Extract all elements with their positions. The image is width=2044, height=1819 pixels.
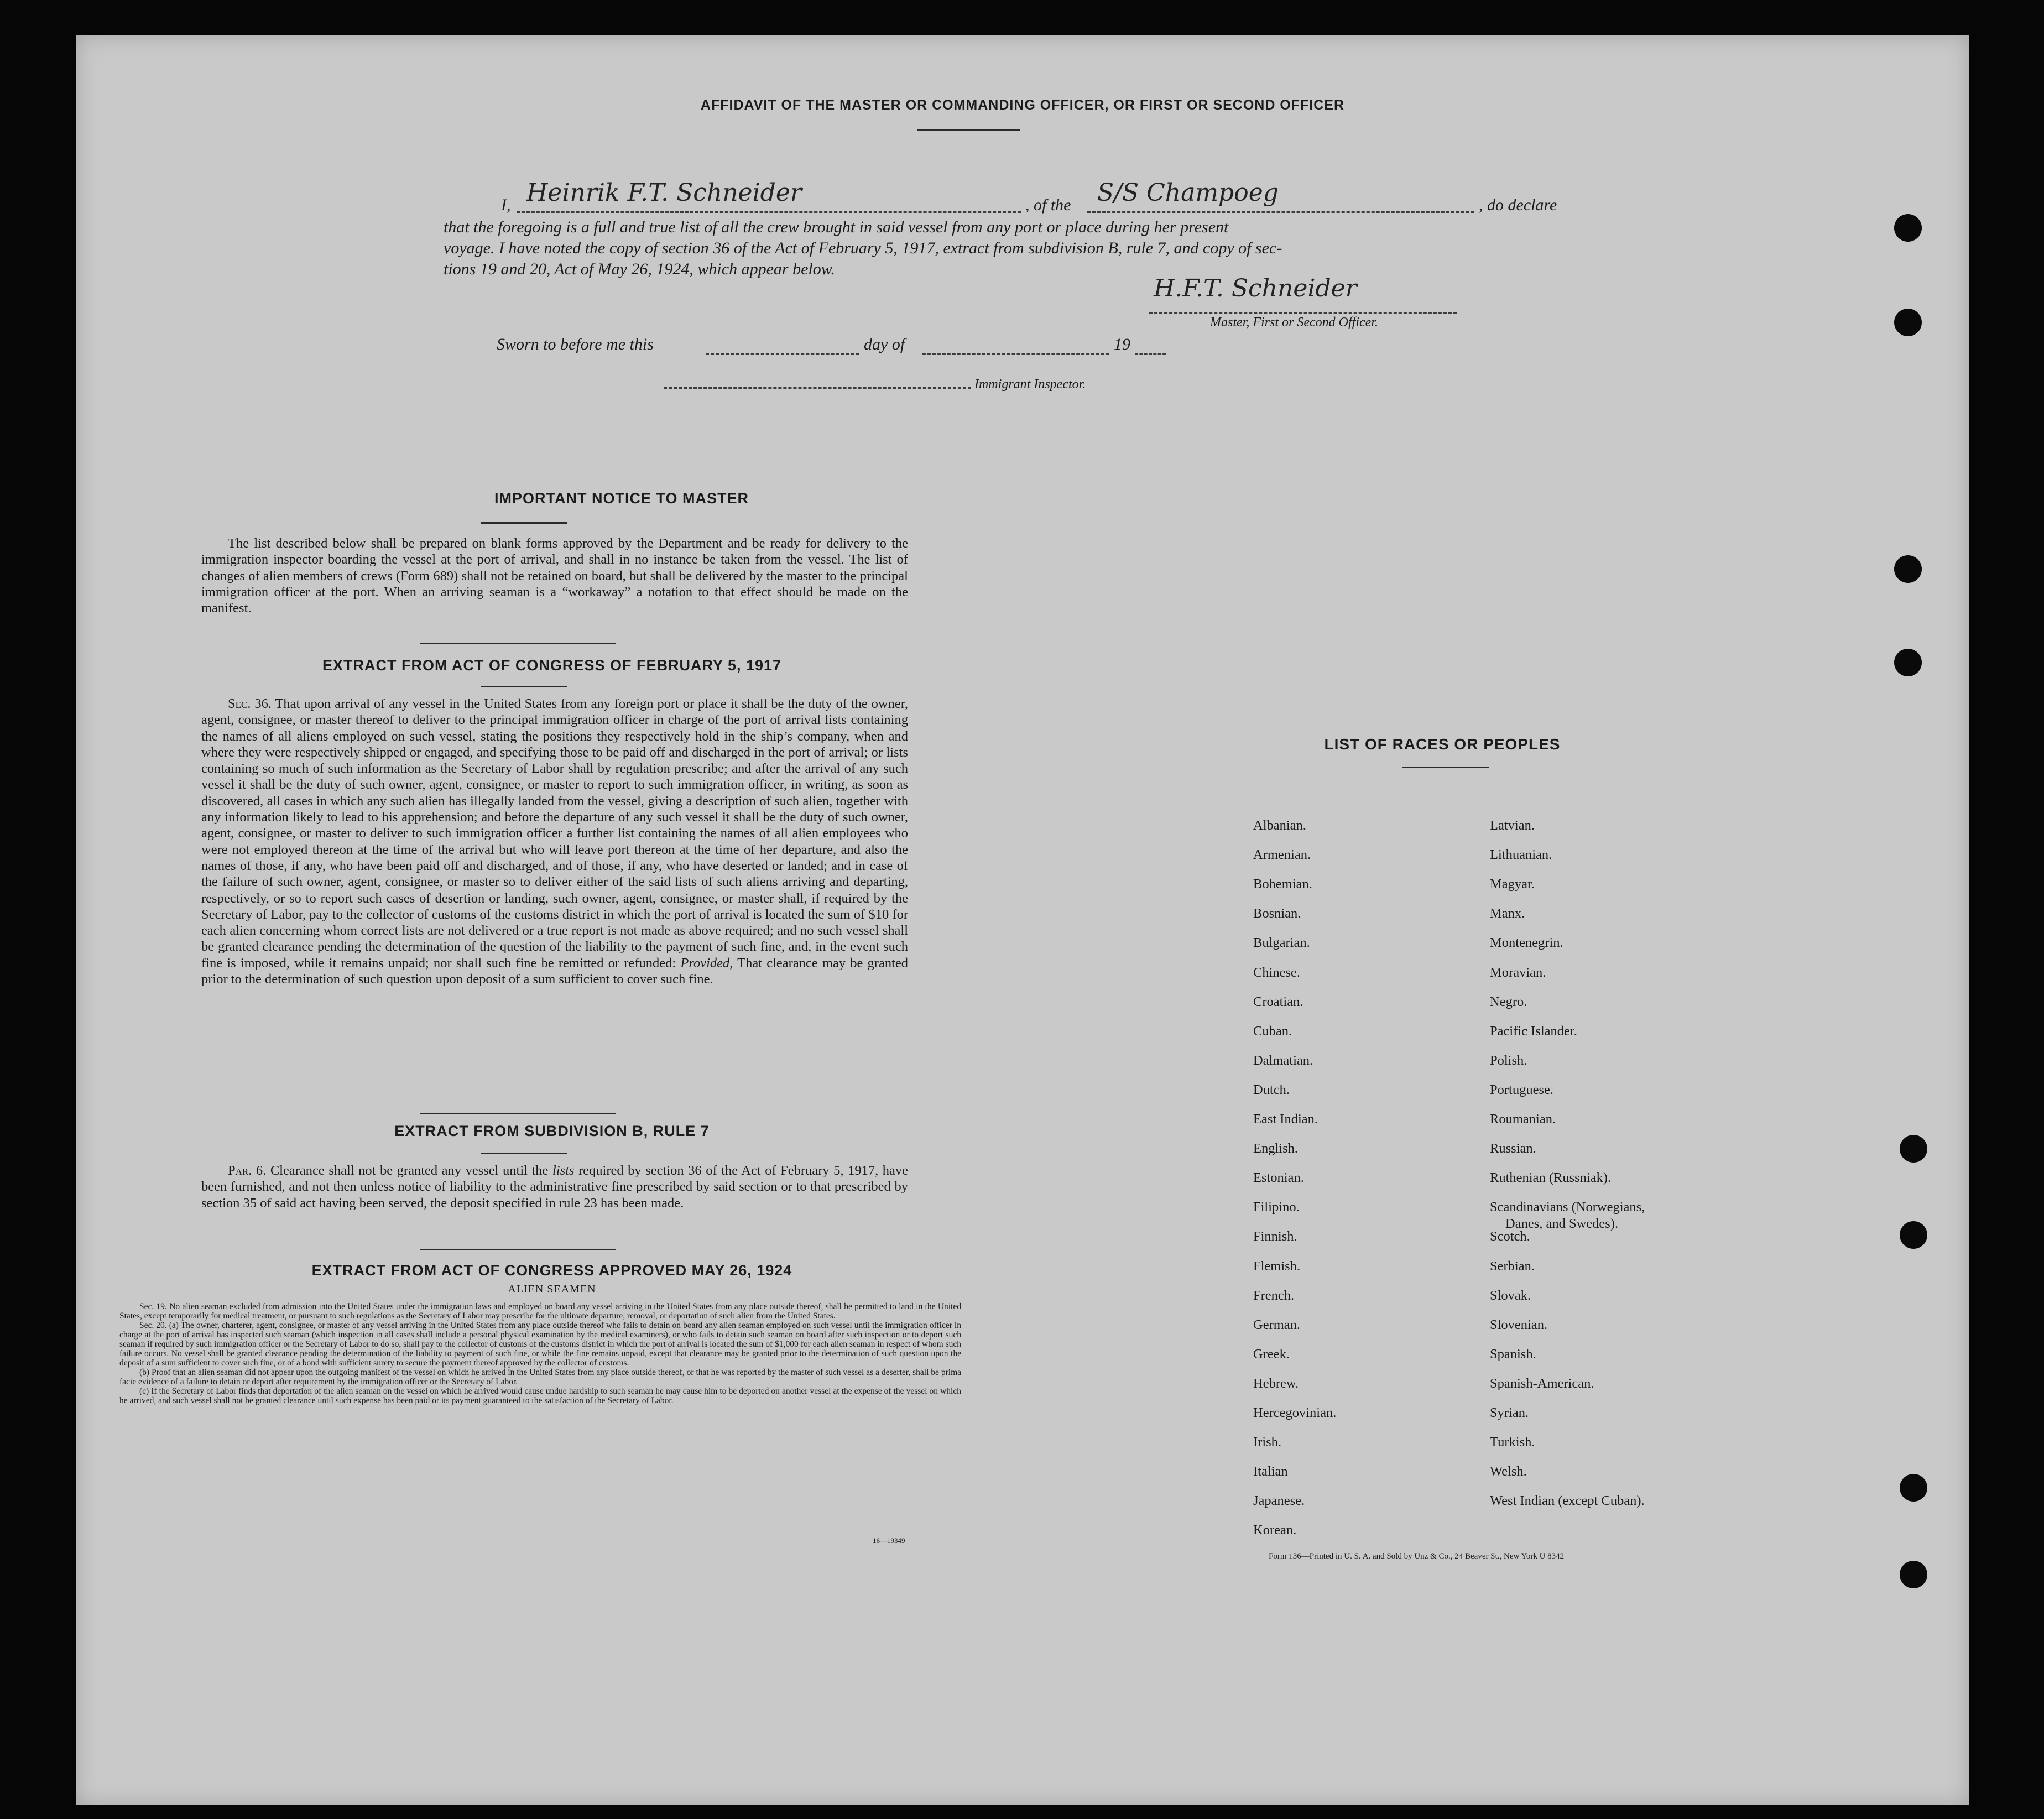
race-item: German. <box>1253 1317 1301 1332</box>
race-item: Cuban. <box>1253 1023 1292 1039</box>
declaration-line-4: tions 19 and 20, Act of May 26, 1924, which appear below. <box>444 260 836 278</box>
divider <box>420 643 616 644</box>
divider <box>420 1249 616 1250</box>
punch-hole <box>1894 214 1922 242</box>
race-item: Slovak. <box>1490 1288 1531 1303</box>
signature-caption: Master, First or Second Officer. <box>1210 315 1378 330</box>
race-item: Finnish. <box>1253 1229 1297 1244</box>
declaration-word-i: I, <box>501 196 511 214</box>
race-item: Italian <box>1253 1464 1288 1479</box>
rule-7-title: EXTRACT FROM SUBDIVISION B, RULE 7 <box>394 1123 710 1139</box>
section-36-text: That upon arrival of any vessel in the United States from any foreign port or place it shall be the duty of the owner, agent, consignee, or master thereof to deliver to the principal immigration officer in charge of the port of arrival lists containing the names of all aliens employed on such vessel, stating the positions they respectively hold in the ship’s company, when and where they were respectively shipped or engaged, and specifying those to be paid off and discharged in the port of arrival; or lists containing so much of such information as the Secretary of Labor shall by regulation prescribe; and after the arrival of any such vessel it shall be the duty of such owner, agent, consignee, or master to report to such immigration officer, in writing, as soon as discovered, all cases in which any such alien has illegally landed from the vessel, giving a description of such alien, together with any information likely to lead to his apprehension; and before the departure of any such vessel it shall be the duty of such owner, agent, consignee, or master to deliver to such immigration officer a further list containing the names of all alien employees who were not employed thereon at the time of the arrival but who will leave port thereon at the time of her departure, and also the names of those, if any, who have been paid off and discharged, and of those, if any, who have deserted or landed; and in case of the failure of such owner, agent, consignee, or master so to deliver either of the said lists of such aliens arriving and departing, respectively, or so to report such cases of desertion or landing, such owner, agent, consignee, or master shall, if required by the Secretary of Labor, pay to the collector of customs of the customs district in which the port of arrival is located the sum of $10 for each alien concerning whom correct lists are not delivered or a true report is not made as above required; and no such vessel shall be granted clearance pending the determination of the question of the liability to the payment of such fine, and, in the event such fine is imposed, while it remains unpaid; nor shall such fine be remitted or refunded: <box>201 696 909 971</box>
document-page <box>76 35 1969 1805</box>
punch-hole <box>1894 309 1922 336</box>
vessel-name-handwriting: S/S Champoeg <box>1097 179 1279 207</box>
race-item: Polish. <box>1490 1052 1527 1068</box>
race-item: Latvian. <box>1490 818 1535 833</box>
race-item: Dalmatian. <box>1253 1052 1313 1068</box>
sworn-month-blank <box>922 353 1109 355</box>
race-item: East Indian. <box>1253 1112 1318 1127</box>
race-item: Slovenian. <box>1490 1317 1548 1332</box>
affidavit-title: AFFIDAVIT OF THE MASTER OR COMMANDING OFFICER, OR FIRST OR SECOND OFFICER <box>700 97 1345 113</box>
inspector-caption: Immigrant Inspector. <box>974 377 1086 392</box>
extract-1924-body <box>119 1302 961 1405</box>
punch-hole <box>1900 1561 1927 1588</box>
race-item: Albanian. <box>1253 818 1306 833</box>
section-19-paragraph: Sec. 19. No alien seaman excluded from admission into the United States under the immigration laws and employed on board any vessel arriving in the United States from any place outside thereof, shall be permitted to land in the United States, except temporarily for medical treatment, or pursuant to such regulations as the Secretary of Labor may prescribe for the ultimate departure, removal, or deportation of such alien from the United States. <box>119 1302 961 1321</box>
sworn-day-blank <box>706 353 859 355</box>
race-item: West Indian (except Cuban). <box>1490 1493 1645 1509</box>
race-item: Lithuanian. <box>1490 847 1552 863</box>
par-6-text-end: required by section 36 of the Act of February 5, 1917, have been furnished, and not then unless notice of liability to the administrative fine prescribed by said section or to that prescribed by section 35 of said act having been served, the deposit specified in rule 23 has been made. <box>201 1163 909 1211</box>
section-36-text-end: That clearance may be granted prior to the determination of such question upon deposit of a sum sufficient to cover such fine. <box>201 955 909 987</box>
race-item: Flemish. <box>1253 1258 1301 1274</box>
master-name-handwriting: Heinrik F.T. Schneider <box>526 179 802 207</box>
race-item: Welsh. <box>1490 1464 1527 1479</box>
race-item: Serbian. <box>1490 1258 1535 1274</box>
vessel-blank-line <box>1087 211 1474 213</box>
section-20b-paragraph: (b) Proof that an alien seaman did not appear upon the outgoing manifest of the vessel on which he arrived in the United States from any place outside thereof, or that he was reported by the master of such vessel as a deserter, shall be prima facie evidence of a failure to detain or deport after requirement by the immigration officer or the Secretary of Labor. <box>119 1368 961 1387</box>
section-20a-paragraph: Sec. 20. (a) The owner, charterer, agent, consignee, or master of any vessel arriving in the United States from any place outside thereof who fails to detain on board any alien seaman employed on such vessel until the immigration officer in charge at the port of arrival has inspected such seaman (which inspection in all cases shall include a personal physical examination by the medical examiners), or who fails to detain such seaman on board after such inspection or to deport such seaman if required by such immigration officer or the Secretary of Labor to do so, shall pay to the collector of customs of the customs district in which the port of arrival is located the sum of $1,000 for each alien seaman in respect of whom such failure occurs. No vessel shall be granted clearance pending the determination of the liability to payment of such fine, or while the fine remains unpaid, except that clearance may be granted prior to the determination of such question upon the deposit of a sum sufficient to cover such fine, or of a bond with sufficient surety to secure the payment thereof approved by the collector of customs. <box>119 1321 961 1368</box>
punch-hole <box>1894 555 1922 583</box>
sworn-year-blank <box>1135 353 1166 355</box>
notice-body <box>201 535 908 616</box>
do-declare-label: , do declare <box>1479 196 1557 214</box>
race-item: Moravian. <box>1490 965 1546 980</box>
signature-line <box>1149 312 1457 314</box>
par-6-text: Clearance shall not be granted any vessel until the <box>270 1163 549 1178</box>
race-item: Pacific Islander. <box>1490 1023 1577 1039</box>
rule-7-body <box>201 1163 908 1211</box>
extract-1917-title: EXTRACT FROM ACT OF CONGRESS OF FEBRUARY 5, 1917 <box>322 657 782 674</box>
master-signature: H.F.T. Schneider <box>1154 274 1357 303</box>
race-item: Dutch. <box>1253 1082 1290 1097</box>
race-item: Montenegrin. <box>1490 935 1563 951</box>
race-item: Greek. <box>1253 1346 1290 1362</box>
provided-word: Provided, <box>680 955 733 971</box>
of-the-label: , of the <box>1025 196 1071 214</box>
declaration-line-2: that the foregoing is a full and true list of all the crew brought in said vessel from any port or place during her present <box>444 218 1229 236</box>
print-code: 16—19349 <box>873 1536 905 1545</box>
race-item: Croatian. <box>1253 994 1303 1009</box>
lists-word: lists <box>552 1163 575 1178</box>
punch-hole <box>1894 649 1922 676</box>
notice-paragraph: The list described below shall be prepared on blank forms approved by the Department and be ready for delivery to the immigration inspector boarding the vessel at the port of arrival, and shall in no instance be taken from the vessel. The list of changes of alien members of crews (Form 689) shall not be retained on board, but shall be delivered by the master to the principal immigration officer at the port. When an arriving seaman is a “workaway” a notation to that effect should be made on the manifest. <box>201 536 908 616</box>
race-item: English. <box>1253 1141 1298 1156</box>
divider <box>420 1113 616 1114</box>
year-prefix: 19 <box>1114 335 1130 353</box>
race-item: Spanish-American. <box>1490 1375 1594 1391</box>
notice-title: IMPORTANT NOTICE TO MASTER <box>494 490 749 507</box>
race-item: Syrian. <box>1490 1405 1529 1420</box>
punch-hole <box>1900 1474 1927 1502</box>
race-item: Scotch. <box>1490 1229 1530 1244</box>
section-20c-paragraph: (c) If the Secretary of Labor finds that deportation of the alien seaman on the vessel on which he arrived would cause undue hardship to such seaman he may cause him to be deported on another vessel at the expense of the vessel on which he arrived, and such vessel shall not be granted clearance until such expense has been paid or its payment guaranteed to the satisfaction of the Secretary of Labor. <box>119 1387 961 1405</box>
race-item: Spanish. <box>1490 1346 1536 1362</box>
race-item: Bohemian. <box>1253 877 1312 892</box>
race-item: Japanese. <box>1253 1493 1305 1509</box>
divider <box>481 1153 567 1154</box>
sworn-label: Sworn to before me this <box>497 335 654 353</box>
race-item: Manx. <box>1490 906 1525 921</box>
race-item: Irish. <box>1253 1435 1282 1450</box>
race-item: Russian. <box>1490 1141 1536 1156</box>
race-item: Roumanian. <box>1490 1112 1556 1127</box>
races-title: LIST OF RACES OR PEOPLES <box>1324 736 1561 753</box>
punch-hole <box>1900 1221 1927 1249</box>
inspector-signature-line <box>664 387 971 389</box>
race-item: Korean. <box>1253 1523 1297 1538</box>
race-item: Magyar. <box>1490 877 1535 892</box>
race-item: Ruthenian (Russniak). <box>1490 1170 1612 1186</box>
race-item: Scandinavians (Norwegians, <box>1490 1200 1645 1215</box>
section-36-paragraph <box>201 696 908 987</box>
section-36-label: Sec. 36. <box>228 696 272 711</box>
alien-seamen-subtitle: ALIEN SEAMEN <box>508 1283 596 1295</box>
race-item: Portuguese. <box>1490 1082 1553 1097</box>
race-item: Bosnian. <box>1253 906 1301 921</box>
race-item: Negro. <box>1490 994 1527 1009</box>
punch-hole <box>1900 1135 1927 1163</box>
race-item: Estonian. <box>1253 1170 1304 1186</box>
race-item: Chinese. <box>1253 965 1301 980</box>
race-item: Danes, and Swedes). <box>1505 1216 1619 1232</box>
name-blank-line <box>517 211 1021 213</box>
declaration-line-1 <box>501 179 1574 216</box>
declaration-line-3: voyage. I have noted the copy of section 36 of the Act of February 5, 1917, extract from subdivision B, rule 7, and copy of sec- <box>444 239 1282 257</box>
race-item: Turkish. <box>1490 1435 1535 1450</box>
race-item: Hebrew. <box>1253 1375 1299 1391</box>
race-item: French. <box>1253 1288 1295 1303</box>
race-item: Filipino. <box>1253 1200 1300 1215</box>
divider <box>917 129 1020 131</box>
extract-1924-title: EXTRACT FROM ACT OF CONGRESS APPROVED MAY 26, 1924 <box>311 1262 792 1279</box>
divider <box>1402 767 1489 768</box>
form-footer: Form 136—Printed in U. S. A. and Sold by Unz & Co., 24 Beaver St., New York U 8342 <box>1269 1552 1565 1561</box>
divider <box>481 522 567 524</box>
par-6-label: Par. 6. <box>228 1163 267 1178</box>
day-of-label: day of <box>864 335 905 353</box>
race-item: Bulgarian. <box>1253 935 1310 951</box>
race-item: Hercegovinian. <box>1253 1405 1337 1420</box>
extract-1917-body <box>201 696 908 987</box>
race-item: Armenian. <box>1253 847 1311 863</box>
divider <box>481 686 567 687</box>
paragraph-6 <box>201 1163 908 1211</box>
